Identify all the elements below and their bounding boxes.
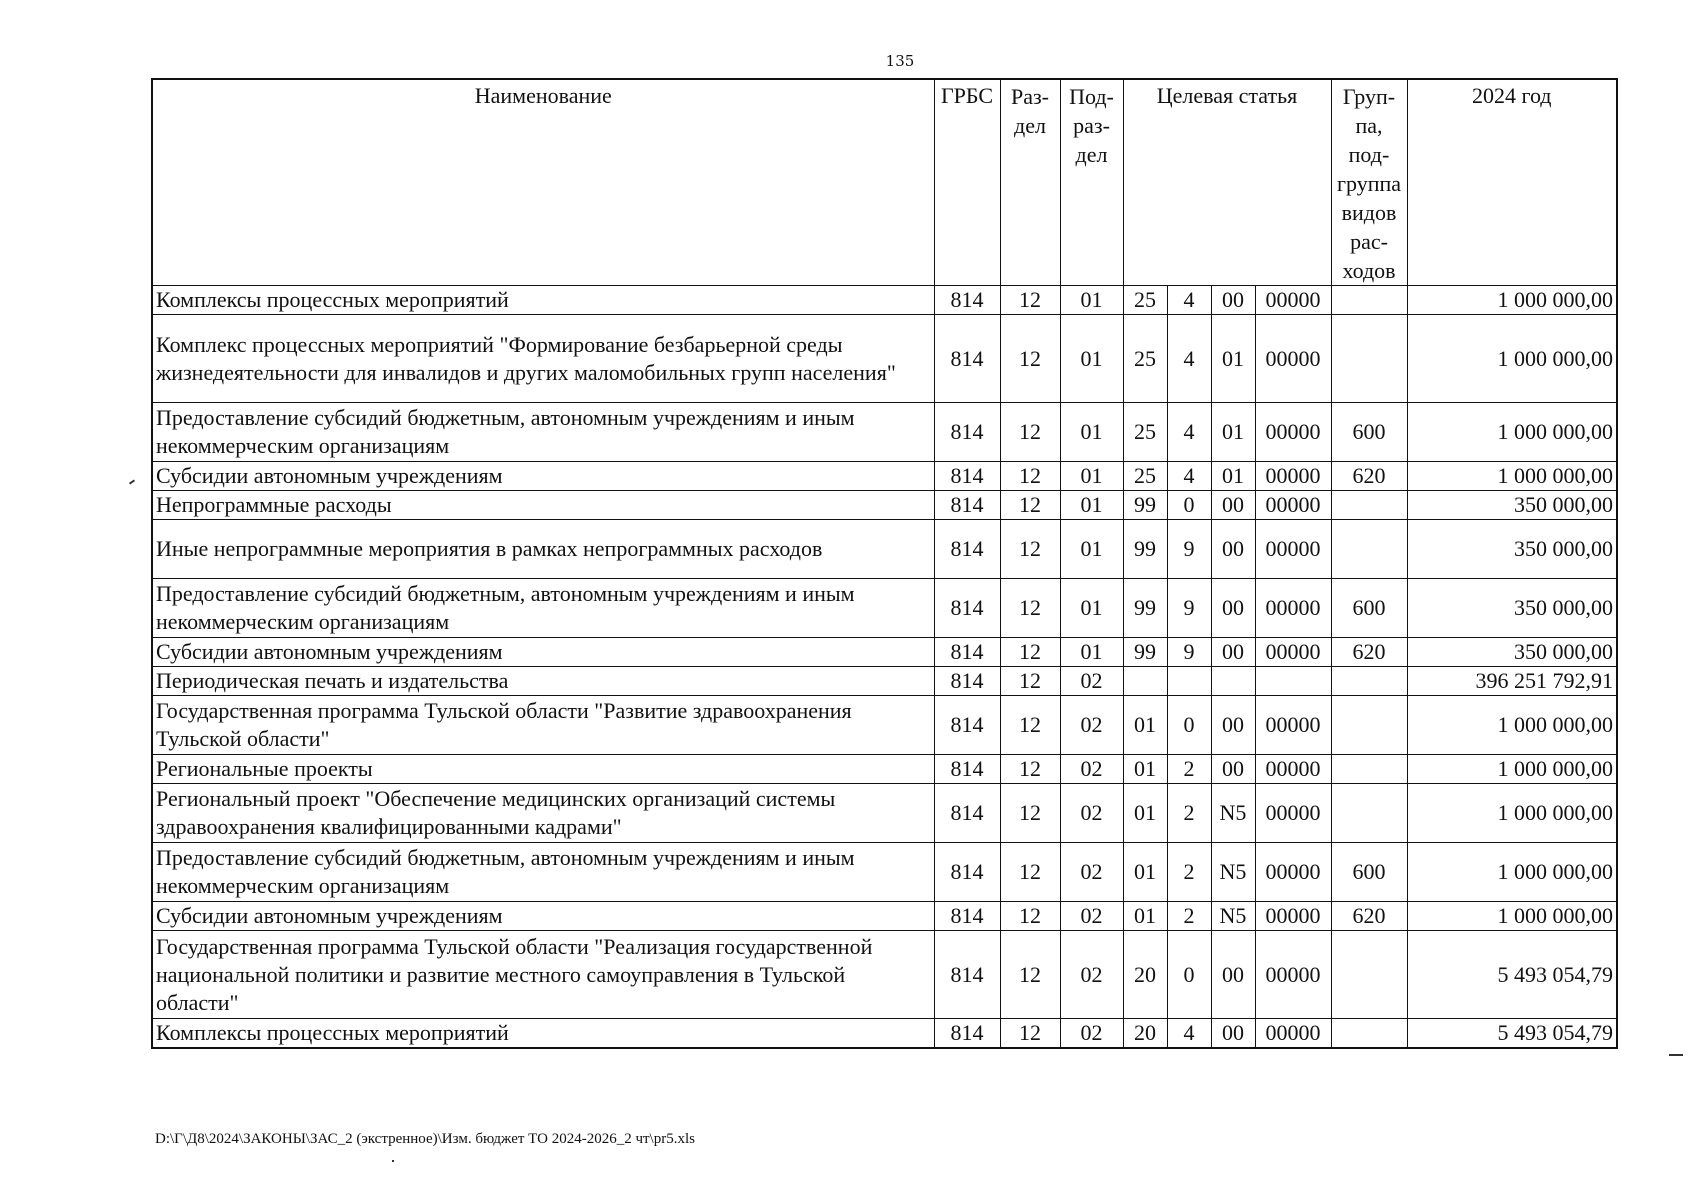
celevaya-expense-cell: 00000 xyxy=(1255,902,1331,931)
celevaya-type-cell: 0 xyxy=(1167,491,1211,520)
grbs-cell: 814 xyxy=(934,315,1000,403)
razdel-cell: 12 xyxy=(1000,667,1060,696)
celevaya-program-cell: 99 xyxy=(1123,579,1167,638)
celevaya-expense-cell: 00000 xyxy=(1255,755,1331,784)
podrazdel-cell: 02 xyxy=(1060,843,1123,902)
vid-rashodov-cell xyxy=(1331,696,1407,755)
celevaya-expense-cell: 00000 xyxy=(1255,784,1331,843)
razdel-cell: 12 xyxy=(1000,1019,1060,1049)
vid-rashodov-cell xyxy=(1331,315,1407,403)
amount-2024-cell: 5 493 054,79 xyxy=(1407,1019,1617,1049)
budget-table xyxy=(151,78,1618,1049)
table-row xyxy=(152,462,1617,491)
razdel-cell: 12 xyxy=(1000,902,1060,931)
vid-rashodov-cell xyxy=(1331,931,1407,1019)
celevaya-program-cell xyxy=(1123,667,1167,696)
amount-2024-cell: 350 000,00 xyxy=(1407,638,1617,667)
grbs-cell: 814 xyxy=(934,579,1000,638)
table-row xyxy=(152,1019,1617,1049)
celevaya-direction-cell: 00 xyxy=(1211,931,1255,1019)
razdel-cell: 12 xyxy=(1000,403,1060,462)
grbs-cell: 814 xyxy=(934,843,1000,902)
celevaya-program-cell: 25 xyxy=(1123,403,1167,462)
celevaya-direction-cell: 01 xyxy=(1211,462,1255,491)
table-row xyxy=(152,491,1617,520)
grbs-cell: 814 xyxy=(934,1019,1000,1049)
row-name-cell: Региональный проект "Обеспечение медицинских организаций системы здравоохранения квалифицированными кадрами" xyxy=(152,784,934,843)
vid-rashodov-cell: 600 xyxy=(1331,403,1407,462)
vid-rashodov-cell: 600 xyxy=(1331,579,1407,638)
podrazdel-cell: 01 xyxy=(1060,403,1123,462)
grbs-cell: 814 xyxy=(934,491,1000,520)
grbs-cell: 814 xyxy=(934,403,1000,462)
celevaya-direction-cell: 00 xyxy=(1211,1019,1255,1049)
header-gruppa-line: ходов xyxy=(1342,258,1396,283)
podrazdel-cell: 01 xyxy=(1060,638,1123,667)
celevaya-program-cell: 01 xyxy=(1123,902,1167,931)
razdel-cell: 12 xyxy=(1000,638,1060,667)
podrazdel-cell: 01 xyxy=(1060,462,1123,491)
celevaya-expense-cell: 00000 xyxy=(1255,579,1331,638)
amount-2024-cell: 396 251 792,91 xyxy=(1407,667,1617,696)
podrazdel-cell: 01 xyxy=(1060,579,1123,638)
table-row xyxy=(152,696,1617,755)
amount-2024-cell: 350 000,00 xyxy=(1407,520,1617,579)
row-name-cell: Субсидии автономным учреждениям xyxy=(152,902,934,931)
celevaya-expense-cell: 00000 xyxy=(1255,315,1331,403)
header-podrazdel xyxy=(1060,79,1123,286)
podrazdel-cell: 01 xyxy=(1060,491,1123,520)
celevaya-expense-cell xyxy=(1255,667,1331,696)
vid-rashodov-cell xyxy=(1331,667,1407,696)
celevaya-direction-cell: N5 xyxy=(1211,902,1255,931)
table-row xyxy=(152,520,1617,579)
celevaya-type-cell: 2 xyxy=(1167,755,1211,784)
celevaya-program-cell: 01 xyxy=(1123,784,1167,843)
celevaya-expense-cell: 00000 xyxy=(1255,638,1331,667)
celevaya-expense-cell: 00000 xyxy=(1255,696,1331,755)
header-razdel xyxy=(1000,79,1060,286)
celevaya-program-cell: 20 xyxy=(1123,931,1167,1019)
amount-2024-cell: 1 000 000,00 xyxy=(1407,755,1617,784)
header-podrazdel-line: раз- xyxy=(1073,113,1110,138)
header-podrazdel-line: Под- xyxy=(1069,84,1114,109)
table-row xyxy=(152,755,1617,784)
table-body xyxy=(152,286,1617,1049)
amount-2024-cell: 1 000 000,00 xyxy=(1407,696,1617,755)
row-name-cell: Государственная программа Тульской области "Развитие здравоохранения Тульской области" xyxy=(152,696,934,755)
podrazdel-cell: 01 xyxy=(1060,520,1123,579)
celevaya-type-cell: 0 xyxy=(1167,696,1211,755)
celevaya-type-cell: 9 xyxy=(1167,579,1211,638)
table-row xyxy=(152,579,1617,638)
celevaya-type-cell: 4 xyxy=(1167,286,1211,315)
celevaya-type-cell: 9 xyxy=(1167,638,1211,667)
table-row xyxy=(152,902,1617,931)
podrazdel-cell: 02 xyxy=(1060,931,1123,1019)
scan-mark xyxy=(1669,1054,1683,1056)
celevaya-direction-cell: 00 xyxy=(1211,755,1255,784)
celevaya-program-cell: 01 xyxy=(1123,696,1167,755)
celevaya-type-cell: 0 xyxy=(1167,931,1211,1019)
amount-2024-cell: 1 000 000,00 xyxy=(1407,286,1617,315)
podrazdel-cell: 02 xyxy=(1060,902,1123,931)
page-number: 135 xyxy=(885,52,915,70)
vid-rashodov-cell xyxy=(1331,1019,1407,1049)
celevaya-program-cell: 99 xyxy=(1123,520,1167,579)
header-year: 2024 год xyxy=(1407,79,1617,286)
razdel-cell: 12 xyxy=(1000,579,1060,638)
amount-2024-cell: 1 000 000,00 xyxy=(1407,843,1617,902)
celevaya-direction-cell: 01 xyxy=(1211,403,1255,462)
celevaya-program-cell: 99 xyxy=(1123,638,1167,667)
celevaya-direction-cell: 00 xyxy=(1211,520,1255,579)
vid-rashodov-cell: 600 xyxy=(1331,843,1407,902)
vid-rashodov-cell: 620 xyxy=(1331,902,1407,931)
row-name-cell: Предоставление субсидий бюджетным, автономным учреждениям и иным некоммерческим организациям xyxy=(152,843,934,902)
header-name: Наименование xyxy=(152,79,934,286)
celevaya-program-cell: 20 xyxy=(1123,1019,1167,1049)
razdel-cell: 12 xyxy=(1000,931,1060,1019)
row-name-cell: Комплексы процессных мероприятий xyxy=(152,286,934,315)
scan-mark xyxy=(129,479,135,484)
celevaya-direction-cell: 01 xyxy=(1211,315,1255,403)
row-name-cell: Субсидии автономным учреждениям xyxy=(152,638,934,667)
grbs-cell: 814 xyxy=(934,784,1000,843)
celevaya-type-cell: 4 xyxy=(1167,403,1211,462)
celevaya-direction-cell: 00 xyxy=(1211,638,1255,667)
header-razdel-line: дел xyxy=(1014,113,1046,138)
vid-rashodov-cell xyxy=(1331,491,1407,520)
vid-rashodov-cell xyxy=(1331,755,1407,784)
razdel-cell: 12 xyxy=(1000,286,1060,315)
amount-2024-cell: 1 000 000,00 xyxy=(1407,462,1617,491)
celevaya-direction-cell: N5 xyxy=(1211,784,1255,843)
header-gruppa-line: рас- xyxy=(1350,229,1388,254)
celevaya-expense-cell: 00000 xyxy=(1255,491,1331,520)
celevaya-program-cell: 25 xyxy=(1123,286,1167,315)
header-podrazdel-line: дел xyxy=(1075,142,1108,167)
row-name-cell: Периодическая печать и издательства xyxy=(152,667,934,696)
celevaya-expense-cell: 00000 xyxy=(1255,403,1331,462)
celevaya-type-cell: 2 xyxy=(1167,843,1211,902)
table-row xyxy=(152,286,1617,315)
celevaya-direction-cell: 00 xyxy=(1211,579,1255,638)
razdel-cell: 12 xyxy=(1000,784,1060,843)
grbs-cell: 814 xyxy=(934,696,1000,755)
razdel-cell: 12 xyxy=(1000,843,1060,902)
grbs-cell: 814 xyxy=(934,755,1000,784)
podrazdel-cell: 01 xyxy=(1060,286,1123,315)
grbs-cell: 814 xyxy=(934,638,1000,667)
vid-rashodov-cell: 620 xyxy=(1331,638,1407,667)
grbs-cell: 814 xyxy=(934,931,1000,1019)
celevaya-program-cell: 25 xyxy=(1123,462,1167,491)
header-razdel-line: Раз- xyxy=(1010,84,1050,109)
celevaya-type-cell: 4 xyxy=(1167,1019,1211,1049)
amount-2024-cell: 5 493 054,79 xyxy=(1407,931,1617,1019)
razdel-cell: 12 xyxy=(1000,315,1060,403)
celevaya-expense-cell: 00000 xyxy=(1255,843,1331,902)
podrazdel-cell: 02 xyxy=(1060,667,1123,696)
celevaya-expense-cell: 00000 xyxy=(1255,520,1331,579)
celevaya-direction-cell: N5 xyxy=(1211,843,1255,902)
header-gruppa-line: группа xyxy=(1336,171,1402,196)
row-name-cell: Предоставление субсидий бюджетным, автономным учреждениям и иным некоммерческим организациям xyxy=(152,403,934,462)
amount-2024-cell: 350 000,00 xyxy=(1407,491,1617,520)
razdel-cell: 12 xyxy=(1000,755,1060,784)
scan-mark xyxy=(392,1160,394,1162)
celevaya-type-cell: 4 xyxy=(1167,462,1211,491)
row-name-cell: Комплексы процессных мероприятий xyxy=(152,1019,934,1049)
podrazdel-cell: 02 xyxy=(1060,696,1123,755)
vid-rashodov-cell xyxy=(1331,286,1407,315)
row-name-cell: Региональные проекты xyxy=(152,755,934,784)
celevaya-program-cell: 99 xyxy=(1123,491,1167,520)
podrazdel-cell: 01 xyxy=(1060,315,1123,403)
vid-rashodov-cell xyxy=(1331,520,1407,579)
row-name-cell: Комплекс процессных мероприятий "Формирование безбарьерной среды жизнедеятельности для инвалидов и других маломобильных групп населения" xyxy=(152,315,934,403)
grbs-cell: 814 xyxy=(934,520,1000,579)
amount-2024-cell: 1 000 000,00 xyxy=(1407,784,1617,843)
razdel-cell: 12 xyxy=(1000,696,1060,755)
amount-2024-cell: 1 000 000,00 xyxy=(1407,902,1617,931)
header-grbs: ГРБС xyxy=(934,79,1000,286)
row-name-cell: Государственная программа Тульской области "Реализация государственной национальной политики и развитие местного самоуправления в Тульской области" xyxy=(152,931,934,1019)
table-row xyxy=(152,638,1617,667)
grbs-cell: 814 xyxy=(934,286,1000,315)
podrazdel-cell: 02 xyxy=(1060,1019,1123,1049)
header-gruppa-line: под- xyxy=(1348,142,1390,167)
celevaya-program-cell: 25 xyxy=(1123,315,1167,403)
celevaya-expense-cell: 00000 xyxy=(1255,286,1331,315)
amount-2024-cell: 350 000,00 xyxy=(1407,579,1617,638)
celevaya-expense-cell: 00000 xyxy=(1255,462,1331,491)
podrazdel-cell: 02 xyxy=(1060,755,1123,784)
vid-rashodov-cell xyxy=(1331,784,1407,843)
celevaya-type-cell: 4 xyxy=(1167,315,1211,403)
header-gruppa-line: Груп- xyxy=(1342,84,1396,109)
vid-rashodov-cell: 620 xyxy=(1331,462,1407,491)
file-path-footer: D:\Г\Д8\2024\ЗАКОНЫ\ЗАС_2 (экстренное)\Изм. бюджет ТО 2024-2026_2 чт\pr5.xls xyxy=(155,1131,695,1147)
razdel-cell: 12 xyxy=(1000,491,1060,520)
header-row xyxy=(152,79,1617,286)
celevaya-expense-cell: 00000 xyxy=(1255,1019,1331,1049)
celevaya-direction-cell xyxy=(1211,667,1255,696)
celevaya-program-cell: 01 xyxy=(1123,843,1167,902)
table-row xyxy=(152,931,1617,1019)
grbs-cell: 814 xyxy=(934,667,1000,696)
header-celevaya-statya: Целевая статья xyxy=(1123,79,1331,286)
celevaya-program-cell: 01 xyxy=(1123,755,1167,784)
table-row xyxy=(152,403,1617,462)
amount-2024-cell: 1 000 000,00 xyxy=(1407,315,1617,403)
header-gruppa-line: па, xyxy=(1355,113,1383,138)
table-row xyxy=(152,667,1617,696)
celevaya-expense-cell: 00000 xyxy=(1255,931,1331,1019)
celevaya-type-cell: 2 xyxy=(1167,902,1211,931)
row-name-cell: Субсидии автономным учреждениям xyxy=(152,462,934,491)
grbs-cell: 814 xyxy=(934,902,1000,931)
grbs-cell: 814 xyxy=(934,462,1000,491)
row-name-cell: Непрограммные расходы xyxy=(152,491,934,520)
celevaya-direction-cell: 00 xyxy=(1211,491,1255,520)
row-name-cell: Иные непрограммные мероприятия в рамках непрограммных расходов xyxy=(152,520,934,579)
celevaya-direction-cell: 00 xyxy=(1211,286,1255,315)
celevaya-type-cell: 9 xyxy=(1167,520,1211,579)
table-row xyxy=(152,843,1617,902)
table-row xyxy=(152,784,1617,843)
header-gruppa xyxy=(1331,79,1407,286)
celevaya-type-cell: 2 xyxy=(1167,784,1211,843)
celevaya-direction-cell: 00 xyxy=(1211,696,1255,755)
row-name-cell: Предоставление субсидий бюджетным, автономным учреждениям и иным некоммерческим организациям xyxy=(152,579,934,638)
celevaya-type-cell xyxy=(1167,667,1211,696)
razdel-cell: 12 xyxy=(1000,462,1060,491)
header-gruppa-line: видов xyxy=(1341,200,1397,225)
table-row xyxy=(152,315,1617,403)
podrazdel-cell: 02 xyxy=(1060,784,1123,843)
razdel-cell: 12 xyxy=(1000,520,1060,579)
amount-2024-cell: 1 000 000,00 xyxy=(1407,403,1617,462)
